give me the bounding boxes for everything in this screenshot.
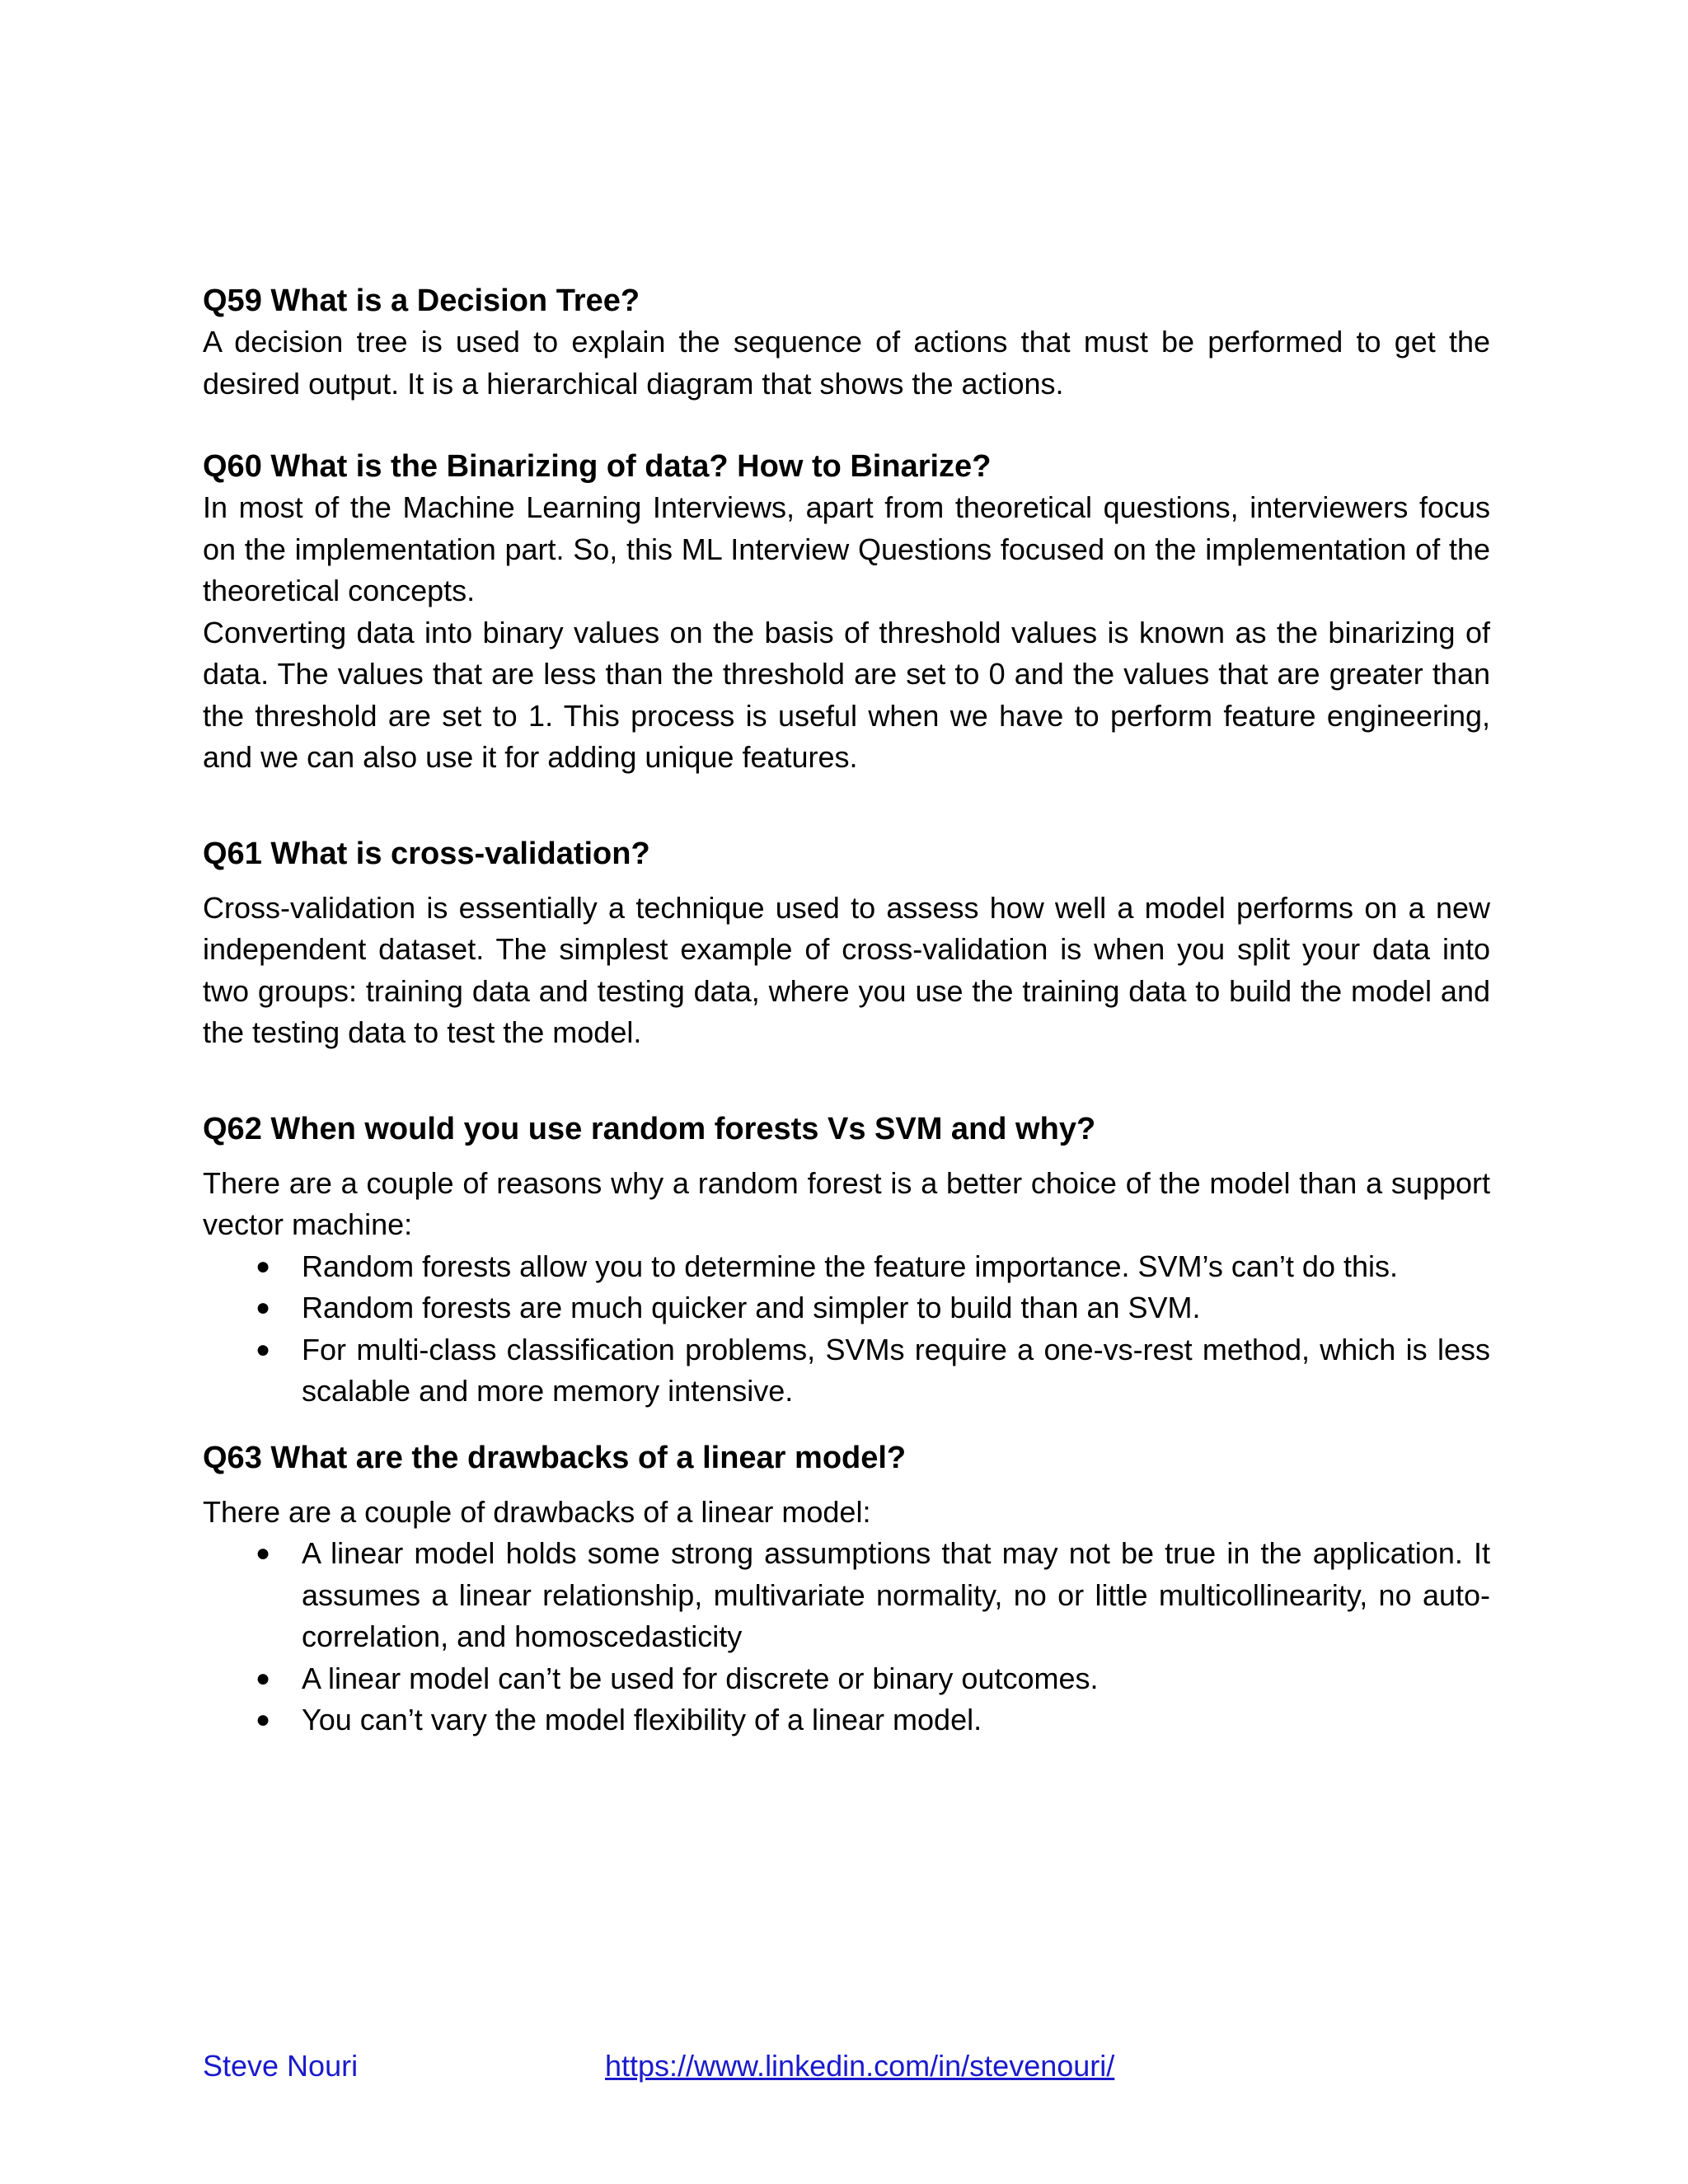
bullet-icon: ● xyxy=(256,1335,271,1363)
section-heading: Q60 What is the Binarizing of data? How to Binarize? xyxy=(203,449,992,484)
bullet-list xyxy=(203,1246,1490,1413)
footer-linkedin-link[interactable]: https://www.linkedin.com/in/stevenouri/ xyxy=(605,2049,1115,2083)
list-item-text: For multi-class classification problems, SVMs require a one-vs-rest method, which is less scalable and more memory intensive. xyxy=(302,1332,1490,1408)
list-item xyxy=(203,1329,1490,1413)
section-q59 xyxy=(203,280,1490,405)
bullet-icon: ● xyxy=(256,1706,271,1733)
section-q60 xyxy=(203,446,1490,779)
list-item-text: Random forests are much quicker and simpler to build than an SVM. xyxy=(302,1291,1201,1324)
list-item-text: You can’t vary the model flexibility of a linear model. xyxy=(302,1703,982,1736)
section-heading: Q63 What are the drawbacks of a linear model? xyxy=(203,1440,907,1475)
section-q61 xyxy=(203,833,1490,1054)
list-item xyxy=(203,1533,1490,1658)
section-q62 xyxy=(203,1108,1490,1413)
list-item-text: Random forests allow you to determine the feature importance. SVM’s can’t do this. xyxy=(302,1249,1398,1283)
list-item xyxy=(203,1658,1490,1700)
list-item xyxy=(203,1699,1490,1741)
list-item-text: A linear model can’t be used for discrete or binary outcomes. xyxy=(302,1661,1099,1695)
bullet-icon: ● xyxy=(256,1540,271,1567)
section-q63 xyxy=(203,1437,1490,1741)
bullet-icon: ● xyxy=(256,1252,271,1280)
bullet-icon: ● xyxy=(256,1664,271,1692)
list-item xyxy=(203,1287,1490,1329)
page-footer xyxy=(203,2046,1490,2087)
section-paragraph: In most of the Machine Learning Interviews, apart from theoretical questions, interviewers focus on the implementation part. So, this ML Interview Questions focused on the implementation of the theoretical concepts. xyxy=(203,490,1490,607)
section-heading: Q61 What is cross-validation? xyxy=(203,836,650,871)
document-body xyxy=(203,280,1490,1741)
bullet-list xyxy=(203,1533,1490,1741)
section-intro: There are a couple of reasons why a random forest is a better choice of the model than a support vector machine: xyxy=(203,1165,1490,1241)
section-paragraph: A decision tree is used to explain the sequence of actions that must be performed to get the desired output. It is a hierarchical diagram that shows the actions. xyxy=(203,325,1490,401)
list-item xyxy=(203,1246,1490,1288)
footer-author: Steve Nouri xyxy=(203,2049,359,2083)
list-item-text: A linear model holds some strong assumptions that may not be true in the application. It assumes a linear relationship, multivariate normality, no or little multicollinearity, no auto-correlation, and homoscedasticity xyxy=(302,1536,1490,1653)
section-paragraph: Converting data into binary values on the basis of threshold values is known as the binarizing of data. The values that are less than the threshold are set to 0 and the values that are greater than the threshold are set to 1. This process is useful when we have to perform feature engineering, and we can also use it for adding unique features. xyxy=(203,615,1490,774)
section-heading: Q62 When would you use random forests Vs SVM and why? xyxy=(203,1111,1096,1146)
bullet-icon: ● xyxy=(256,1294,271,1321)
section-intro: There are a couple of drawbacks of a linear model: xyxy=(203,1494,871,1529)
section-paragraph: Cross-validation is essentially a technique used to assess how well a model performs on a new independent dataset. The simplest example of cross-validation is when you split your data into two groups: training data and testing data, where you use the training data to build the model and the testing data to test the model. xyxy=(203,890,1490,1049)
section-heading: Q59 What is a Decision Tree? xyxy=(203,284,640,318)
